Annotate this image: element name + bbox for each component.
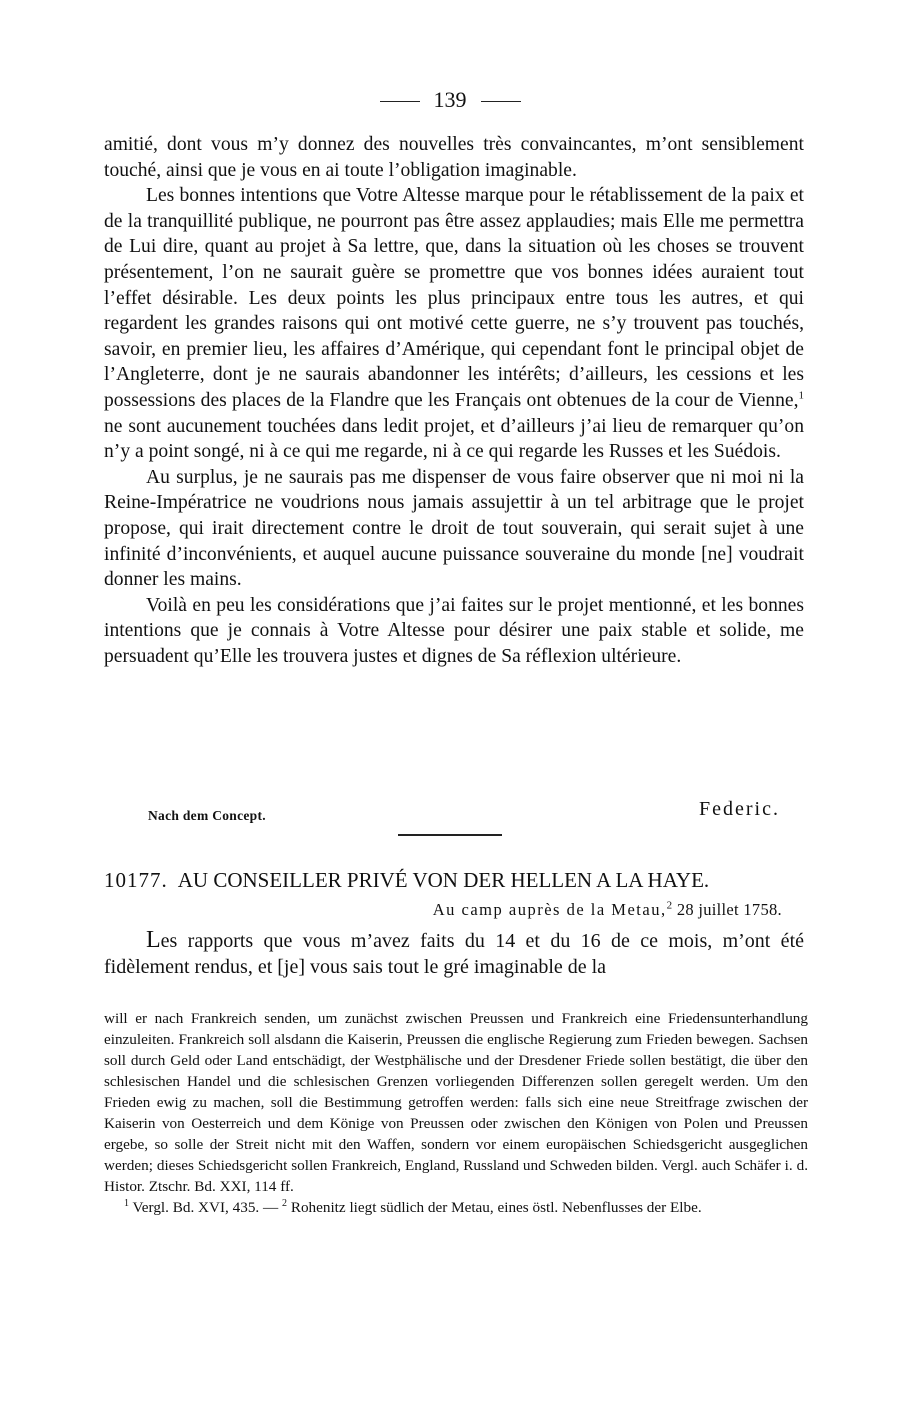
header-rule-left	[380, 101, 420, 102]
page-header	[0, 86, 900, 114]
footnote-text: Rohenitz liegt südlich der Metau, eines östl. Nebenflusses der Elbe.	[287, 1199, 702, 1216]
paragraph-text: ne sont aucunement touchées dans ledit projet, et d’ailleurs j’ai lieu de remarquer qu’on n’y a point songé, ni à ce qui me regarde, ni à ce qui regarde les Russes et les Suédois.	[104, 415, 804, 463]
initial-letter: L	[146, 927, 161, 953]
paragraph-continuation: amitié, dont vous m’y donnez des nouvelles très convaincantes, m’ont sensiblement touché, ainsi que je vous en ai toute l’obligation imaginable.	[104, 134, 804, 181]
section-separator	[398, 834, 502, 836]
footnote-continuation: will er nach Frankreich senden, um zunächst zwischen Preussen und Frankreich eine Friedensunterhandlung einzuleiten. Frankreich soll alsdann die Kaiserin, Preussen die englische Regierung zum Frieden bewegen. Sachsen soll durch Geld oder Land entschädigt, der Westphälische und der Dresdener Friede sollen bestätigt, die über den schlesischen Handel und die schlesischen Grenzen vorliegenden Differenzen sollen geregelt werden. Um den Frieden ewig zu machen, soll die Bestimmung getroffen werden: falls sich eine neue Streitfrage zwischen der Kaiserin von Oesterreich und dem Könige von Preussen oder zwischen den Königen von Polen und Preussen ergebe, so solle der Streit nicht mit den Waffen, sondern vor einem europäischen Schiedsgericht ausgeglichen werden; dieses Schiedsgericht sollen Frankreich, England, Russland und Schweden bilden. Vergl. auch Schäfer i. d. Histor. Ztschr. Bd. XXI, 114 ff.	[104, 1010, 808, 1195]
footnotes	[104, 1008, 808, 1218]
footnote-number: 1	[124, 1197, 129, 1209]
letter-2-body	[104, 928, 804, 980]
footnote-marker: 1	[798, 389, 804, 402]
paragraph	[104, 928, 804, 980]
letter-title: AU CONSEILLER PRIVÉ VON DER HELLEN A LA HAYE.	[177, 868, 710, 892]
paragraph	[104, 183, 804, 465]
letter-1-body	[104, 132, 804, 669]
footnote-line	[104, 1197, 808, 1218]
paragraph: Voilà en peu les considérations que j’ai faites sur le projet mentionné, et les bonnes intentions que je connais à Votre Altesse pour désirer une paix stable et solide, me persuadent qu’Elle les trouvera justes et dignes de Sa réflexion ultérieure.	[104, 594, 804, 667]
closing-row	[104, 798, 804, 828]
footnote-marker: 2	[666, 899, 673, 912]
source-note: Nach dem Concept.	[148, 808, 266, 823]
letter-heading	[104, 866, 814, 894]
paragraph-text: Les bonnes intentions que Votre Altesse marque pour le rétablissement de la paix et de la tranquillité publique, ne pourront pas être assez applaudies; mais Elle me permettra de Lui dire, quant au projet à Sa lettre, que, dans la situation où les choses se trouvent présentement, l’on ne saurait guère se promettre que vos bonnes idées auraient tout l’effet désirable. Les deux points les plus principaux entre tous les autres, et qui regardent les grandes raisons qui ont motivé cette guerre, ne s’y trouvent pas touchés, savoir, en premier lieu, les affaires d’Amérique, qui cependant font le principal objet de l’Angleterre, dont je ne saurais abandonner les intérêts; d’ailleurs, les cessions et les possessions des places de la Flandre que les Français ont obtenues de la cour de Vienne,	[104, 185, 804, 411]
dateline	[104, 899, 782, 921]
signature: Federic.	[699, 798, 780, 820]
page-number: 139	[433, 87, 467, 112]
dateline-date: 28 juillet 1758.	[672, 900, 782, 919]
header-rule-right	[481, 101, 521, 102]
paragraph: Au surplus, je ne saurais pas me dispenser de vous faire observer que ni moi ni la Reine-Impératrice ne voudrions nous jamais assujettir à un tel arbitrage que le projet propose, qui irait directement contre le droit de tout souverain, qui serait sujet à une infinité d’inconvénients, et auquel aucune puissance souveraine du monde [ne] voudrait donner les mains.	[104, 466, 804, 591]
dateline-place: Au camp auprès de la Metau,	[432, 900, 667, 919]
footnote-text: Vergl. Bd. XVI, 435. —	[129, 1199, 283, 1216]
paragraph-text: es rapports que vous m’avez faits du 14 et du 16 de ce mois, m’ont été fidèlement rendus, et [je] vous sais tout le gré imaginable de la	[104, 930, 804, 978]
letter-number: 10177.	[104, 868, 168, 892]
footnote-number: 2	[282, 1197, 288, 1209]
